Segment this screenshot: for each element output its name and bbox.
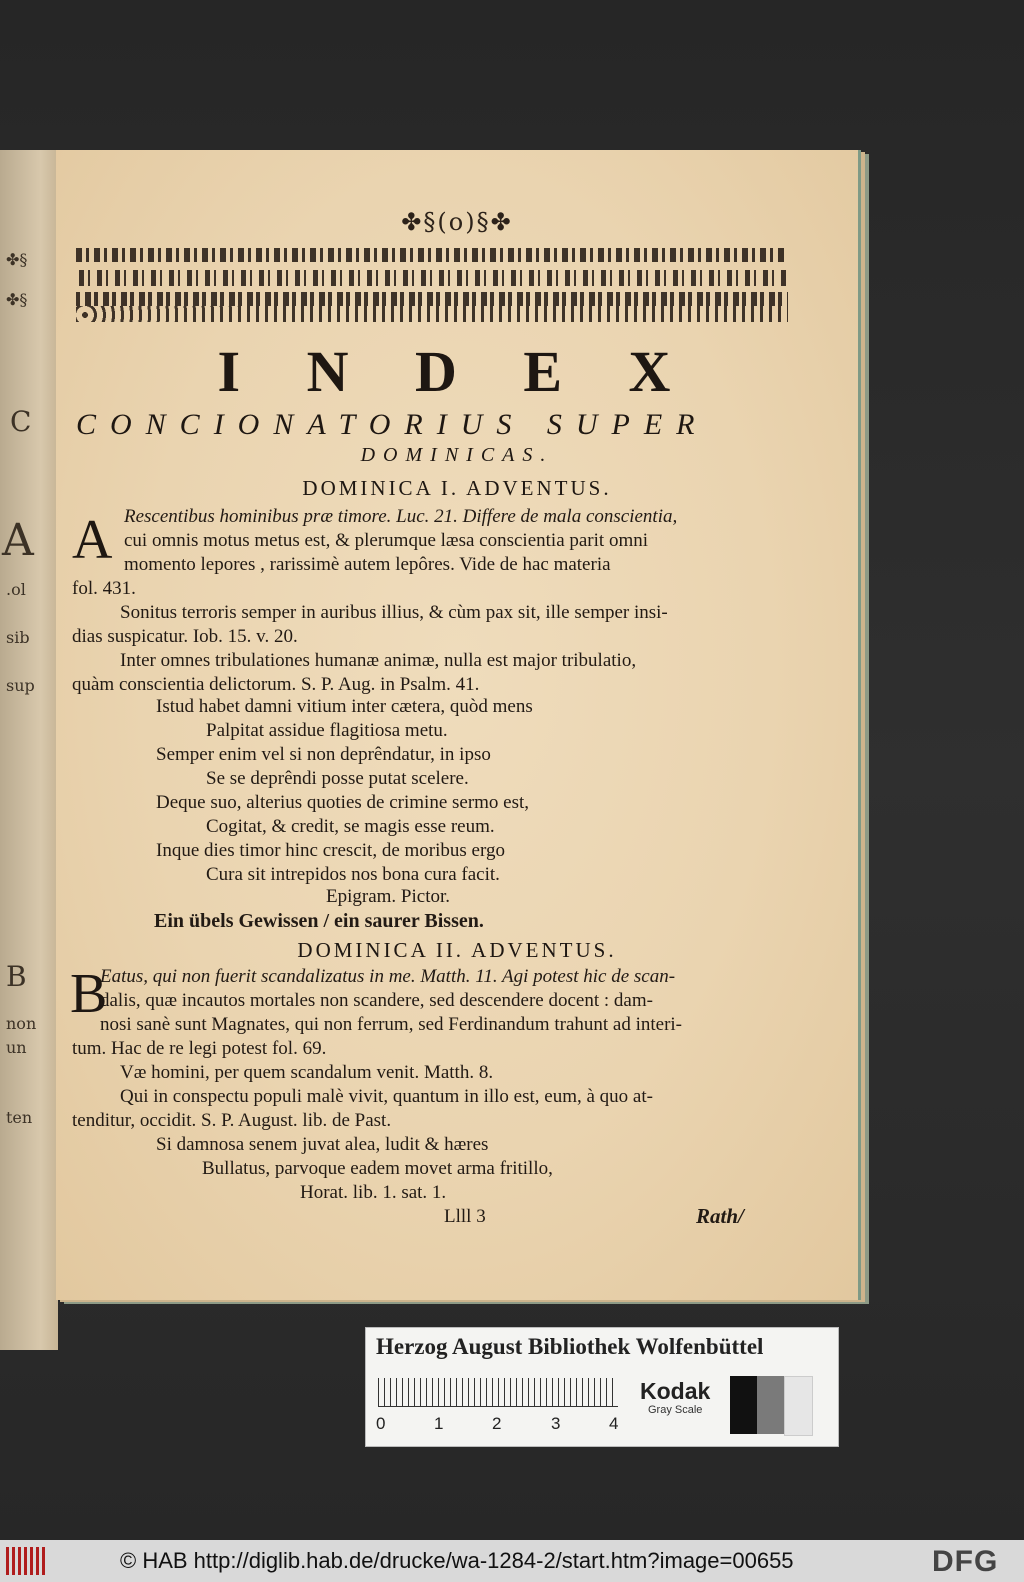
text-line: Rescentibus hominibus præ timore. Luc. 21. Differe de mala conscientia,: [124, 506, 678, 527]
page-subtitle: CONCIONATORIUS SUPER: [76, 408, 709, 441]
verse-line: Si damnosa senem juvat alea, ludit & hæres: [156, 1134, 489, 1155]
page-subtitle-2: DOMINICAS.: [360, 444, 554, 466]
verse-line: Cura sit intrepidos nos bona cura facit.: [206, 864, 500, 885]
catchword: Rath/: [696, 1204, 744, 1228]
page-ornament: ✤§(o)§✤: [401, 208, 513, 236]
text-line: dias suspicatur. Iob. 15. v. 20.: [72, 626, 298, 647]
verse-line: Istud habet damni vitium inter cætera, quòd mens: [156, 696, 533, 717]
verse-line: Cogitat, & credit, se magis esse reum.: [206, 816, 495, 837]
drop-cap-a: A: [72, 509, 113, 571]
decorative-frieze: [76, 248, 788, 322]
text-line: Eatus, qui non fuerit scandalizatus in me. Matth. 11. Agi potest hic de scan-: [100, 966, 676, 987]
text-line: cui omnis motus metus est, & plerumque læsa conscientia parit omni: [124, 530, 649, 551]
footer-bar: [0, 1540, 1024, 1582]
text-line: tum. Hac de re legi potest fol. 69.: [72, 1038, 327, 1059]
gray-swatch-light: [784, 1376, 813, 1436]
text-line: nosi sanè sunt Magnates, qui non ferrum, sed Ferdinandum trahunt ad interi-: [100, 1014, 683, 1035]
drop-cap-b: B: [70, 963, 108, 1025]
section-heading-2: DOMINICA II. ADVENTUS.: [297, 938, 617, 962]
source-credit-link[interactable]: © HAB http://diglib.hab.de/drucke/wa-1284-2/start.htm?image=00655: [120, 1548, 794, 1573]
text-line: tenditur, occidit. S. P. August. lib. de Past.: [72, 1110, 392, 1131]
book-page: [56, 150, 861, 1300]
page-title: I N D E X: [217, 339, 697, 404]
kodak-logo: Kodak: [640, 1378, 711, 1404]
text-line: quàm conscientia delictorum. S. P. Aug. in Psalm. 41.: [72, 674, 480, 695]
section-heading-1: DOMINICA I. ADVENTUS.: [302, 476, 612, 500]
verse-line: Se se deprêndi posse putat scelere.: [206, 768, 469, 789]
citation-line: Epigram. Pictor.: [326, 886, 451, 907]
verse-line: Semper enim vel si non deprêndatur, in ipso: [156, 744, 491, 765]
text-line: Væ homini, per quem scandalum venit. Matth. 8.: [120, 1062, 494, 1083]
dfg-logo: DFG: [932, 1545, 999, 1578]
verse-line: Bullatus, parvoque eadem movet arma fritillo,: [202, 1158, 553, 1179]
ruler-number: 4: [609, 1414, 619, 1433]
citation-line: Horat. lib. 1. sat. 1.: [300, 1182, 447, 1203]
text-line: Sonitus terroris semper in auribus illius, & cùm pax sit, ille semper insi-: [120, 602, 668, 623]
ruler-number: 3: [551, 1414, 561, 1433]
hab-logo-icon: [6, 1547, 46, 1575]
text-line: dalis, quæ incautos mortales non scandere, sed descendere docent : dam-: [100, 990, 653, 1011]
calibration-card: [365, 1327, 839, 1447]
ruler-number: 1: [434, 1414, 444, 1433]
german-proverb: Ein übels Gewissen / ein saurer Bissen.: [154, 910, 484, 932]
signature-mark: Llll 3: [444, 1206, 486, 1227]
verse-line: Deque suo, alterius quoties de crimine sermo est,: [156, 792, 530, 813]
scale-ruler: [378, 1378, 618, 1407]
gray-scale-label: Gray Scale: [648, 1404, 703, 1416]
library-name: Herzog August Bibliothek Wolfenbüttel: [376, 1334, 764, 1359]
verse-line: Palpitat assidue flagitiosa metu.: [206, 720, 448, 741]
previous-page-edge: ✤§ ✤§ C A .ol sib sup B non un ten: [0, 150, 58, 1350]
verse-line: Inque dies timor hinc crescit, de moribus ergo: [156, 840, 505, 861]
text-line: momento lepores , rarissimè autem lepôres. Vide de hac materia: [124, 554, 611, 575]
ruler-number: 2: [492, 1414, 502, 1433]
gray-swatch-black: [730, 1376, 757, 1434]
text-line: fol. 431.: [72, 578, 136, 599]
text-line: Inter omnes tribulationes humanæ animæ, nulla est major tribulatio,: [120, 650, 637, 671]
gray-swatch-mid: [757, 1376, 784, 1434]
text-line: Qui in conspectu populi malè vivit, quantum in illo est, eum, à quo at-: [120, 1086, 653, 1107]
ruler-number: 0: [376, 1414, 386, 1433]
